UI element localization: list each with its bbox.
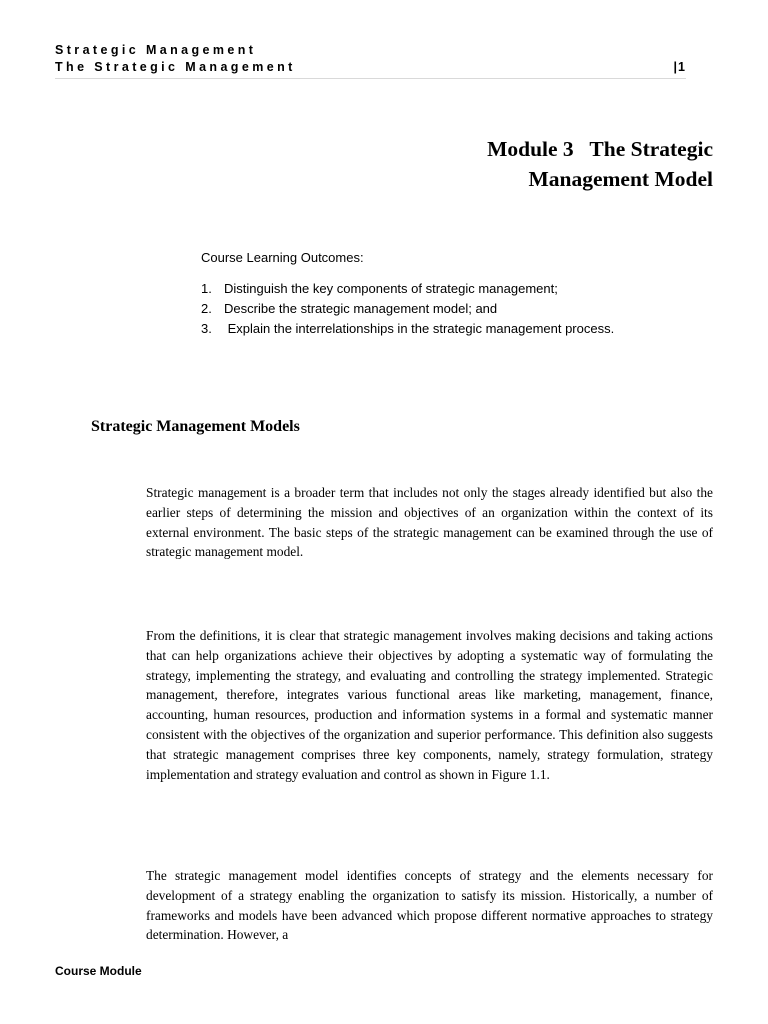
header-chapter-title: The Strategic Management [55,60,296,74]
outcome-item [201,299,721,319]
body-paragraph-1: Strategic management is a broader term that includes not only the stages already identified but also the earlier steps of determining the mission and objectives of an organization within the context of its external environment. The basic steps of the strategic management can be examined through the use of strategic management model. [146,485,713,560]
page-number: |1 [673,60,686,74]
outcome-item [201,319,721,339]
outcomes-list [201,279,721,339]
outcome-item [201,279,721,299]
page-footer: Course Module [55,964,142,978]
section-heading: Strategic Management Models [91,418,300,435]
outcome-text: Distinguish the key components of strategic management; [224,281,558,296]
outcome-text: Explain the interrelationships in the strategic management process. [224,321,615,336]
body-paragraph-3: The strategic management model identifies concepts of strategy and the elements necessary for development of a strategy enabling the organization to satisfy its mission. Historically, a number of frameworks and models have been advanced which propose different normative approaches to strategy determination. However, a [146,868,713,943]
module-title [313,134,713,194]
body-paragraph-2: From the definitions, it is clear that strategic management involves making decisions and taking actions that can help organizations achieve their objectives by adopting a systematic way of formulating the strategy, implementing the strategy, and evaluating and controlling the strategy implemented. Strategic management, therefore, integrates various functional areas like marketing, management, finance, accounting, human resources, production and information systems in a formal and systematic manner consistent with the objectives of the organization and superior performance. This definition also suggests that strategic management comprises three key components, namely, strategy formulation, strategy implementation and strategy evaluation and control as shown in Figure 1.1. [146,628,713,782]
module-title-line1: Module 3 The Strategic [487,137,713,161]
outcome-number: 3. [201,321,212,336]
outcomes-heading: Course Learning Outcomes: [201,250,364,265]
outcome-number: 2. [201,301,212,316]
learning-outcomes [201,248,721,339]
outcome-text: Describe the strategic management model; and [224,301,498,316]
page-header [55,42,686,79]
header-course-title: Strategic Management [55,43,257,57]
outcome-number: 1. [201,281,212,296]
module-title-line2: Management Model [528,167,713,191]
